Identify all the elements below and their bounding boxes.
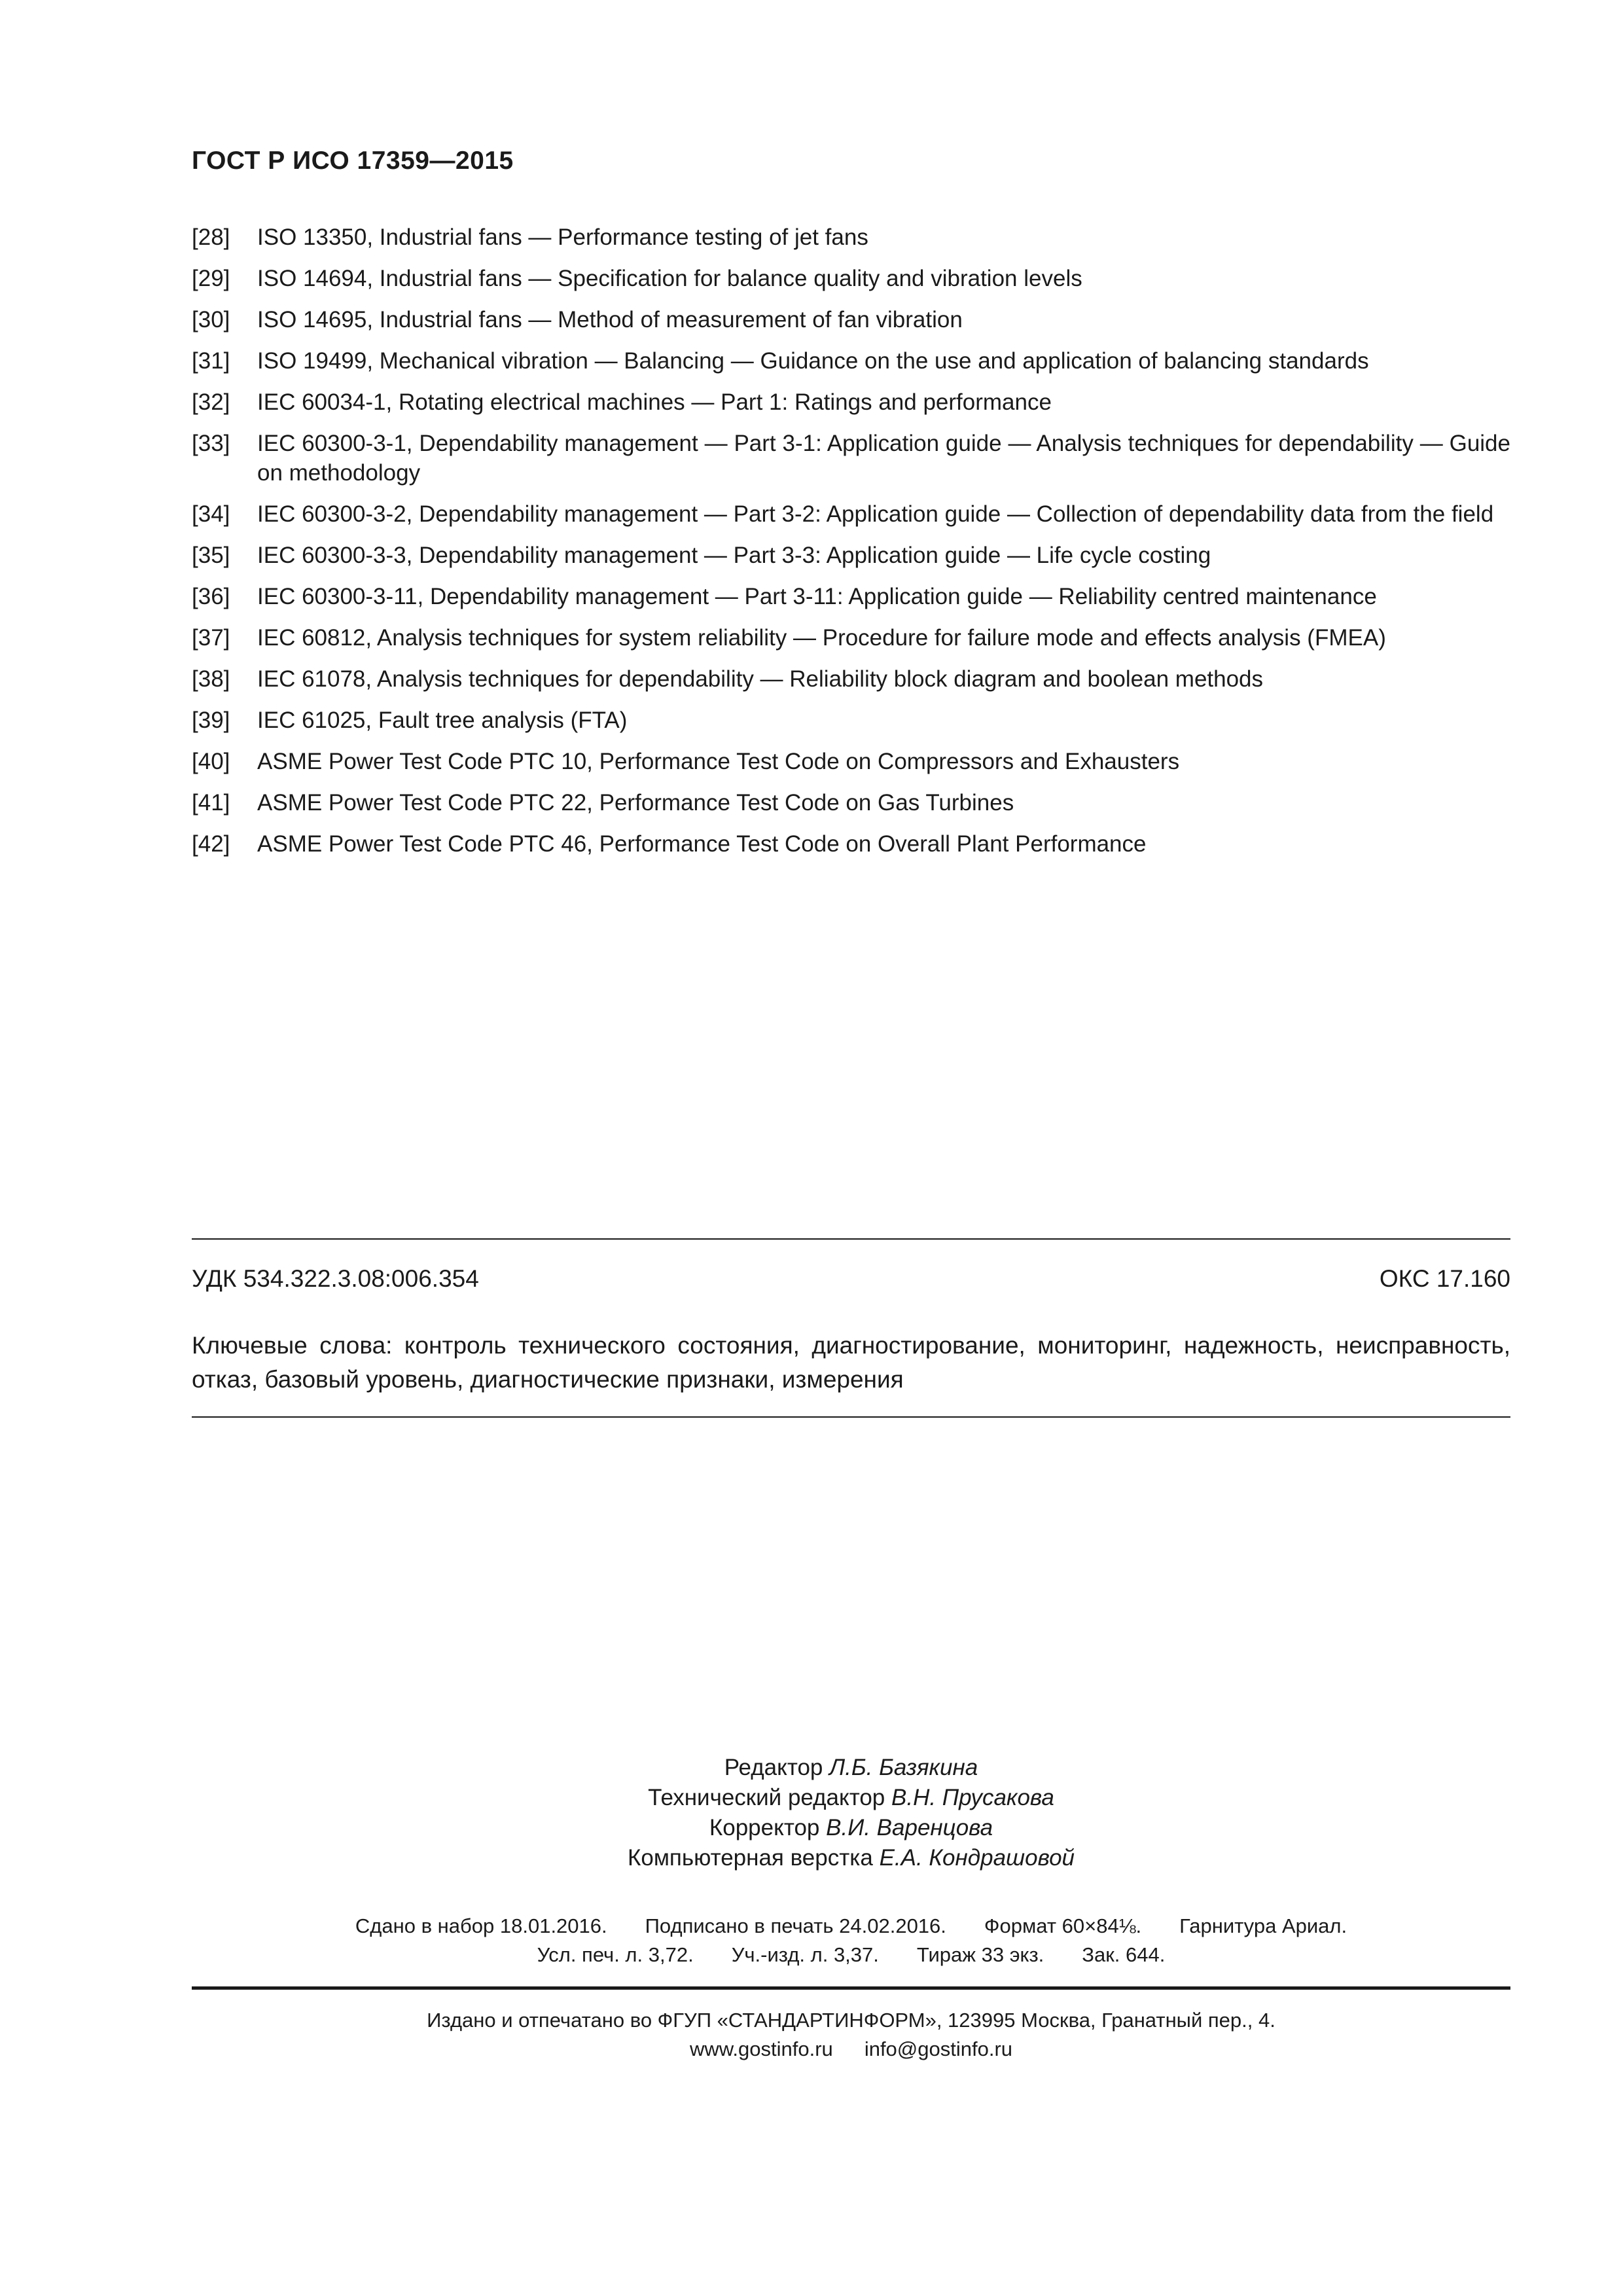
print-info-item: Уч.-изд. л. 3,37.	[731, 1943, 879, 1966]
page-title: ГОСТ Р ИСО 17359—2015	[192, 147, 514, 175]
credit-line	[192, 1813, 1510, 1843]
reference-item	[192, 346, 1510, 376]
reference-number: [31]	[192, 348, 230, 374]
reference-number: [35]	[192, 543, 230, 568]
website-link[interactable]: www.gostinfo.ru	[689, 2037, 833, 2060]
credit-line	[192, 1843, 1510, 1873]
reference-text: ISO 14694, Industrial fans — Specification for balance quality and vibration levels	[257, 266, 1082, 291]
reference-number: [37]	[192, 625, 230, 651]
credits	[192, 1753, 1510, 1873]
reference-item	[192, 223, 1510, 252]
reference-text: IEC 61025, Fault tree analysis (FTA)	[257, 708, 628, 733]
reference-text: ISO 13350, Industrial fans — Performance testing of jet fans	[257, 224, 868, 250]
keywords: Ключевые слова: контроль технического состояния, диагностирование, мониторинг, надежность, неисправность, отказ, базовый уровень, диагностические признаки, измерения	[192, 1332, 1510, 1393]
print-info-item: Зак. 644.	[1082, 1943, 1166, 1966]
reference-item	[192, 788, 1510, 817]
reference-item	[192, 706, 1510, 735]
credit-role: Компьютерная верстка	[627, 1845, 873, 1871]
reference-number: [42]	[192, 831, 230, 857]
reference-text: IEC 60034-1, Rotating electrical machines — Part 1: Ratings and performance	[257, 389, 1052, 415]
reference-item	[192, 305, 1510, 334]
print-info-line	[192, 1912, 1510, 1941]
reference-number: [28]	[192, 224, 230, 250]
reference-text: IEC 61078, Analysis techniques for dependability — Reliability block diagram and boolean methods	[257, 666, 1264, 692]
credit-line	[192, 1783, 1510, 1813]
divider	[192, 1416, 1510, 1418]
credit-line	[192, 1753, 1510, 1783]
credit-name: В.Н. Прусакова	[891, 1785, 1054, 1810]
reference-number: [36]	[192, 584, 230, 609]
reference-text: IEC 60300-3-11, Dependability management — Part 3-11: Application guide — Reliability centred maintenance	[257, 584, 1377, 609]
print-info-item: Сдано в набор 18.01.2016.	[355, 1914, 607, 1937]
reference-text: ASME Power Test Code PTC 10, Performance Test Code on Compressors and Exhausters	[257, 749, 1180, 774]
publisher-info	[192, 2006, 1510, 2064]
reference-text: IEC 60300-3-3, Dependability management — Part 3-3: Application guide — Life cycle costing	[257, 543, 1211, 568]
reference-item	[192, 829, 1510, 859]
print-info-item: Формат 60×84⅛.	[984, 1914, 1142, 1937]
reference-item	[192, 623, 1510, 653]
reference-item	[192, 499, 1510, 529]
reference-text: ASME Power Test Code PTC 22, Performance Test Code on Gas Turbines	[257, 790, 1014, 816]
credit-role: Технический редактор	[648, 1785, 885, 1810]
reference-text: ISO 19499, Mechanical vibration — Balancing — Guidance on the use and application of balancing standards	[257, 348, 1369, 374]
reference-item	[192, 541, 1510, 570]
print-info-item: Гарнитура Ариал.	[1179, 1914, 1347, 1937]
reference-item	[192, 747, 1510, 776]
reference-number: [30]	[192, 307, 230, 332]
reference-list	[192, 223, 1510, 870]
reference-text: IEC 60812, Analysis techniques for system reliability — Procedure for failure mode and effects analysis (FMEA)	[257, 625, 1386, 651]
reference-text: IEC 60300-3-2, Dependability management — Part 3-2: Application guide — Collection of dependability data from the field	[257, 501, 1494, 527]
print-info	[192, 1912, 1510, 1969]
credit-name: Е.А. Кондрашовой	[879, 1845, 1075, 1871]
reference-number: [39]	[192, 708, 230, 733]
reference-number: [32]	[192, 389, 230, 415]
divider	[192, 1238, 1510, 1240]
reference-item	[192, 664, 1510, 694]
publisher-line: Издано и отпечатано во ФГУП «СТАНДАРТИНФОРМ», 123995 Москва, Гранатный пер., 4.	[427, 2009, 1275, 2032]
reference-text: ASME Power Test Code PTC 46, Performance Test Code on Overall Plant Performance	[257, 831, 1147, 857]
udc-code: УДК 534.322.3.08:006.354	[192, 1265, 479, 1292]
email-link[interactable]: info@gostinfo.ru	[864, 2037, 1013, 2060]
print-info-item: Тираж 33 экз.	[916, 1943, 1044, 1966]
divider	[192, 1986, 1510, 1990]
credit-name: Л.Б. Базякина	[829, 1755, 978, 1780]
reference-number: [33]	[192, 431, 230, 456]
credit-role: Корректор	[709, 1815, 820, 1840]
reference-text: ISO 14695, Industrial fans — Method of measurement of fan vibration	[257, 307, 963, 332]
credit-role: Редактор	[724, 1755, 823, 1780]
reference-number: [34]	[192, 501, 230, 527]
reference-item	[192, 387, 1510, 417]
reference-number: [29]	[192, 266, 230, 291]
reference-number: [40]	[192, 749, 230, 774]
publisher-contacts	[192, 2035, 1510, 2064]
reference-item	[192, 264, 1510, 293]
reference-number: [41]	[192, 790, 230, 816]
classification-row	[192, 1265, 1510, 1293]
print-info-item: Подписано в печать 24.02.2016.	[645, 1914, 946, 1937]
reference-number: [38]	[192, 666, 230, 692]
credit-name: В.И. Варенцова	[826, 1815, 993, 1840]
reference-item	[192, 429, 1510, 488]
reference-item	[192, 582, 1510, 611]
print-info-line	[192, 1941, 1510, 1969]
print-info-item: Усл. печ. л. 3,72.	[537, 1943, 694, 1966]
reference-text: IEC 60300-3-1, Dependability management — Part 3-1: Application guide — Analysis techniques for dependability — Guide on methodology	[257, 431, 1510, 486]
oks-code: ОКС 17.160	[1379, 1265, 1510, 1292]
